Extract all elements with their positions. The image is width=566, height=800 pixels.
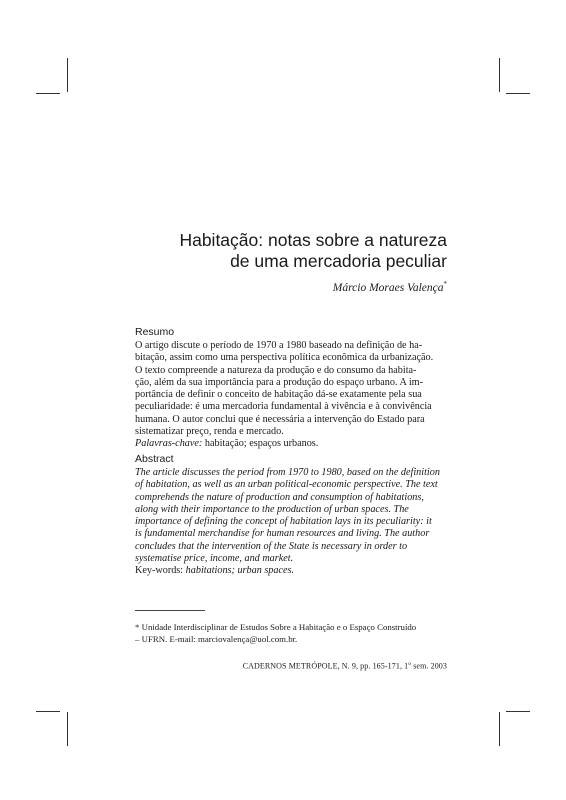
resumo-keywords-text: habitação; espaços urbanos. xyxy=(202,438,319,450)
author-name: Márcio Moraes Valença xyxy=(332,281,444,294)
resumo-body xyxy=(135,340,445,451)
author-name-block xyxy=(333,280,447,294)
resumo-line: O texto compreende a natureza da produção e do consumo da habita- xyxy=(135,364,417,376)
title-line-1: Habitação: notas sobre a natureza xyxy=(179,230,447,250)
title-line-2: de uma mercadoria peculiar xyxy=(230,251,447,271)
resumo-section xyxy=(135,326,445,451)
abstract-heading: Abstract xyxy=(135,453,174,465)
abstract-keywords-text: habitations; urban spaces. xyxy=(183,565,295,577)
resumo-line: peculiaridade: é uma mercadoria fundamental à vivência e à convivência xyxy=(135,401,432,413)
running-footer-text: CADERNOS METRÓPOLE, N. 9, pp. 165-171, 1 xyxy=(242,661,409,671)
resumo-line: sistematizar preço, renda e mercado. xyxy=(135,426,284,438)
abstract-line: comprehends the nature of production and consumption of habitations, xyxy=(135,491,424,503)
crop-mark-bottom-right xyxy=(499,712,500,746)
abstract-section xyxy=(135,453,445,578)
resumo-heading: Resumo xyxy=(135,326,175,338)
abstract-line: concludes that the intervention of the State is necessary in order to xyxy=(135,540,408,552)
crop-mark-bottom-left-h xyxy=(36,711,60,712)
abstract-line: importance of defining the concept of habitation lays in its peculiarity: it xyxy=(135,516,432,528)
footnote-rule xyxy=(135,610,205,611)
resumo-line: bitação, assim como uma perspectiva política econômica da urbanização. xyxy=(135,352,434,364)
article-title xyxy=(150,230,447,272)
author-footnote-marker: * xyxy=(443,280,447,288)
resumo-line: O artigo discute o período de 1970 a 1980 baseado na definição de ha- xyxy=(135,340,423,351)
footnote xyxy=(135,622,447,645)
footnote-line-2: – UFRN. E-mail: marciovalença@uol.com.br. xyxy=(135,633,298,644)
crop-mark-top-left xyxy=(67,58,68,92)
abstract-keywords-label: Key-words: xyxy=(135,565,184,577)
abstract-line: systematise price, income, and market. xyxy=(135,553,294,565)
running-footer-ordinal: o xyxy=(408,661,412,667)
abstract-keywords xyxy=(135,565,445,577)
footnote-line-1: * Unidade Interdisciplinar de Estudos Sobre a Habitação e o Espaço Construído xyxy=(135,622,417,632)
crop-mark-top-right xyxy=(499,58,500,92)
abstract-line: along with their importance to the production of urban spaces. The xyxy=(135,503,409,515)
resumo-keywords-label: Palavras-chave: xyxy=(135,438,203,450)
resumo-line: ção, além da sua importância para a produção do espaço urbano. A im- xyxy=(135,376,423,388)
crop-mark-bottom-left xyxy=(67,712,68,746)
abstract-line: The article discusses the period from 1970 to 1980, based on the definition xyxy=(135,467,440,478)
resumo-keywords xyxy=(135,438,445,450)
abstract-line: is fundamental merchandise for human resources and living. The author xyxy=(135,528,430,540)
abstract-body xyxy=(135,467,445,578)
crop-mark-top-left-h xyxy=(36,93,60,94)
resumo-line: portância de definir o conceito de habitação dá-se exatamente pela sua xyxy=(135,389,422,401)
resumo-line: humana. O autor conclui que é necessária a intervenção do Estado para xyxy=(135,413,425,425)
running-footer-tail: sem. 2003 xyxy=(411,661,447,671)
crop-mark-top-right-h xyxy=(506,93,530,94)
crop-mark-bottom-right-h xyxy=(506,711,530,712)
running-footer xyxy=(243,661,447,671)
abstract-line: of habitation, as well as an urban political-economic perspective. The text xyxy=(135,479,438,491)
